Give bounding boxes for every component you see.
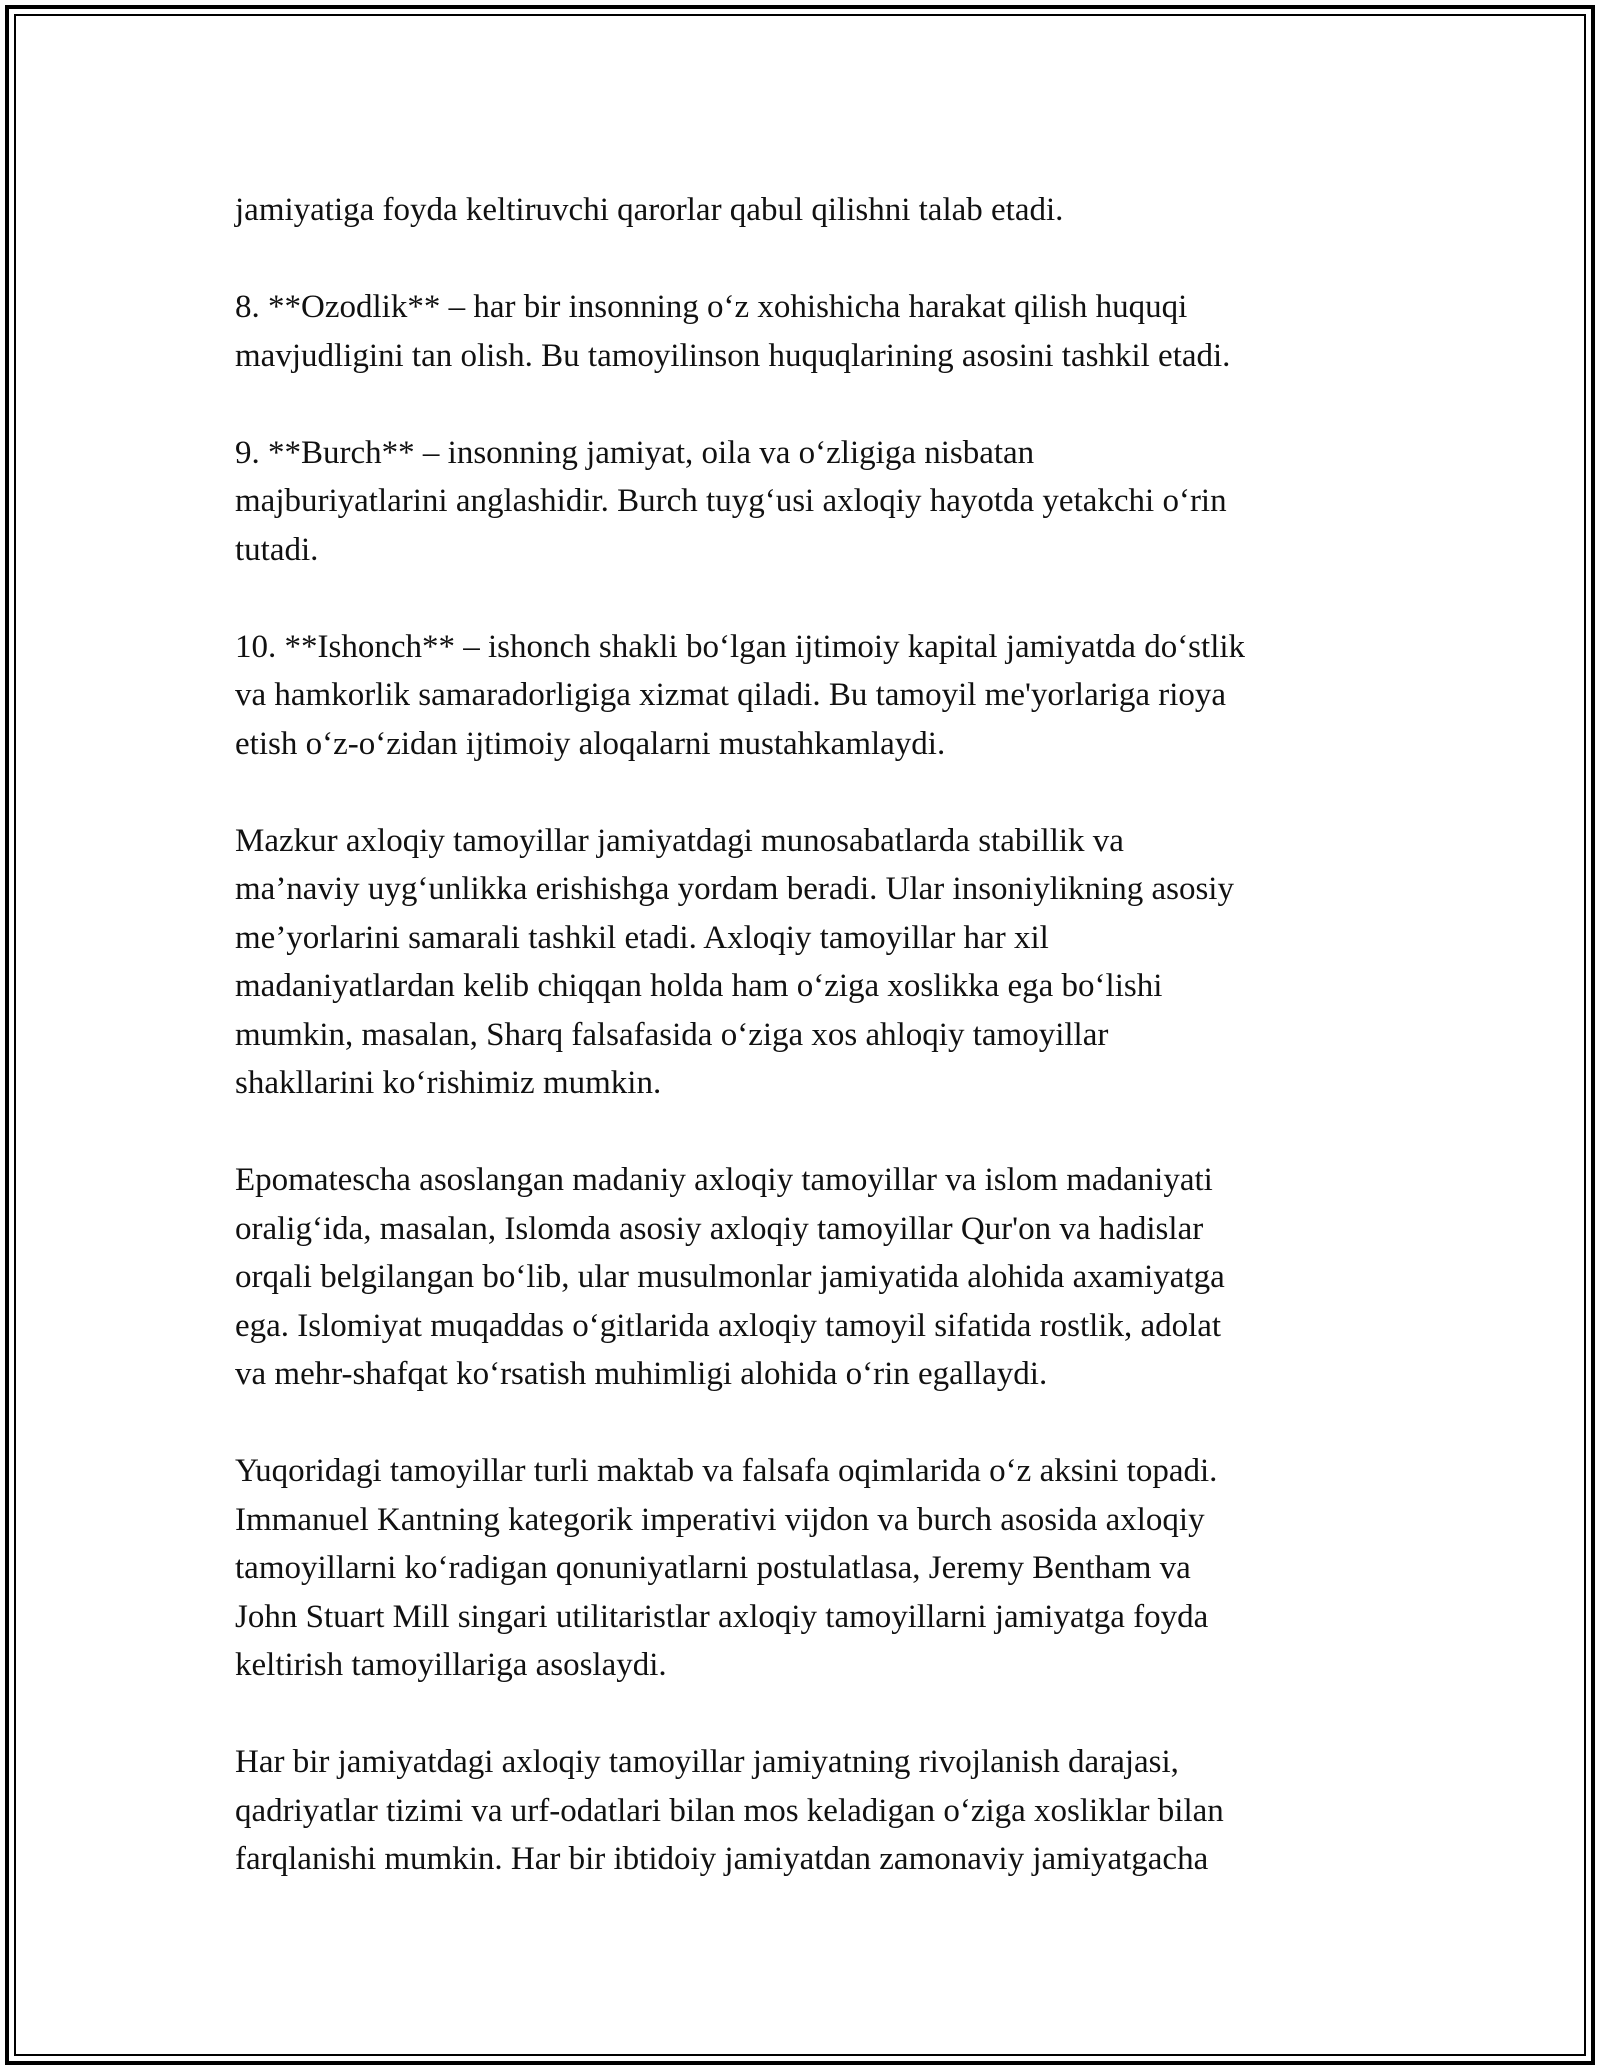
text-line: farqlanishi mumkin. Har bir ibtidoiy jamiyatdan zamonaviy jamiyatgacha — [235, 1841, 1209, 1877]
text-line: Har bir jamiyatdagi axloqiy tamoyillar jamiyatning rivojlanish darajasi, — [235, 1744, 1179, 1780]
text-line: me’yorlarini samarali tashkil etadi. Axloqiy tamoyillar har xil — [235, 919, 1049, 956]
text-line: etish o‘z-o‘zidan ijtimoiy aloqalarni mustahkamlaydi. — [235, 725, 946, 762]
paragraph — [235, 817, 1385, 1108]
paragraph — [235, 429, 1385, 575]
text-line: ma’naviy uyg‘unlikka erishishga yordam beradi. Ular insoniylikning asosiy — [235, 871, 1234, 907]
paragraph — [235, 1738, 1385, 1884]
text-line: tamoyillarni ko‘radigan qonuniyatlarni postulatlasa, Jeremy Bentham va — [235, 1550, 1191, 1586]
text-line: mumkin, masalan, Sharq falsafasida o‘ziga xos ahloqiy tamoyillar — [235, 1016, 1109, 1053]
text-line: majburiyatlarini anglashidir. Burch tuyg‘usi axloqiy hayotda yetakchi o‘rin — [235, 483, 1227, 519]
text-line: Immanuel Kantning kategorik imperativi vijdon va burch asosida axloqiy — [235, 1501, 1205, 1538]
paragraph — [235, 1156, 1385, 1399]
text-line: va hamkorlik samaradorligiga xizmat qiladi. Bu tamoyil me'yorlariga rioya — [235, 677, 1227, 713]
text-line: 10. **Ishonch** – ishonch shakli bo‘lgan ijtimoiy kapital jamiyatda do‘stlik — [235, 628, 1246, 665]
text-line: qadriyatlar tizimi va urf-odatlari bilan mos keladigan o‘ziga xosliklar bilan — [235, 1792, 1224, 1829]
text-line: Mazkur axloqiy tamoyillar jamiyatdagi munosabatlarda stabillik va — [235, 822, 1124, 859]
text-line: tutadi. — [235, 531, 319, 568]
text-line: John Stuart Mill singari utilitaristlar axloqiy tamoyillarni jamiyatga foyda — [235, 1598, 1209, 1635]
text-line: 8. **Ozodlik** – har bir insonning o‘z xohishicha harakat qilish huquqi — [235, 289, 1188, 325]
text-line: 9. **Burch** – insonning jamiyat, oila va o‘zligiga nisbatan — [235, 434, 1035, 471]
text-line: oralig‘ida, masalan, Islomda asosiy axloqiy tamoyillar Qur'on va hadislar — [235, 1210, 1204, 1247]
text-line: jamiyatiga foyda keltiruvchi qarorlar qabul qilishni talab etadi. — [235, 192, 1064, 228]
document-body — [235, 186, 1385, 1884]
paragraph — [235, 623, 1385, 769]
paragraph — [235, 283, 1385, 380]
text-line: va mehr-shafqat ko‘rsatish muhimligi alohida o‘rin egallaydi. — [235, 1356, 1048, 1392]
text-line: ega. Islomiyat muqaddas o‘gitlarida axloqiy tamoyil sifatida rostlik, adolat — [235, 1307, 1222, 1344]
text-line: Epomatescha asoslangan madaniy axloqiy tamoyillar va islom madaniyati — [235, 1162, 1213, 1198]
text-line: keltirish tamoyillariga asoslaydi. — [235, 1647, 667, 1683]
text-line: mavjudligini tan olish. Bu tamoyilinson huquqlarining asosini tashkil etadi. — [235, 337, 1231, 374]
text-line: Yuqoridagi tamoyillar turli maktab va falsafa oqimlarida o‘z aksini topadi. — [235, 1453, 1218, 1489]
text-line: madaniyatlardan kelib chiqqan holda ham o‘ziga xoslikka ega bo‘lishi — [235, 968, 1163, 1004]
text-line: shakllarini ko‘rishimiz mumkin. — [235, 1065, 662, 1101]
text-line: orqali belgilangan bo‘lib, ular musulmonlar jamiyatida alohida axamiyatga — [235, 1259, 1225, 1295]
paragraph — [235, 1447, 1385, 1690]
paragraph — [235, 186, 1385, 235]
